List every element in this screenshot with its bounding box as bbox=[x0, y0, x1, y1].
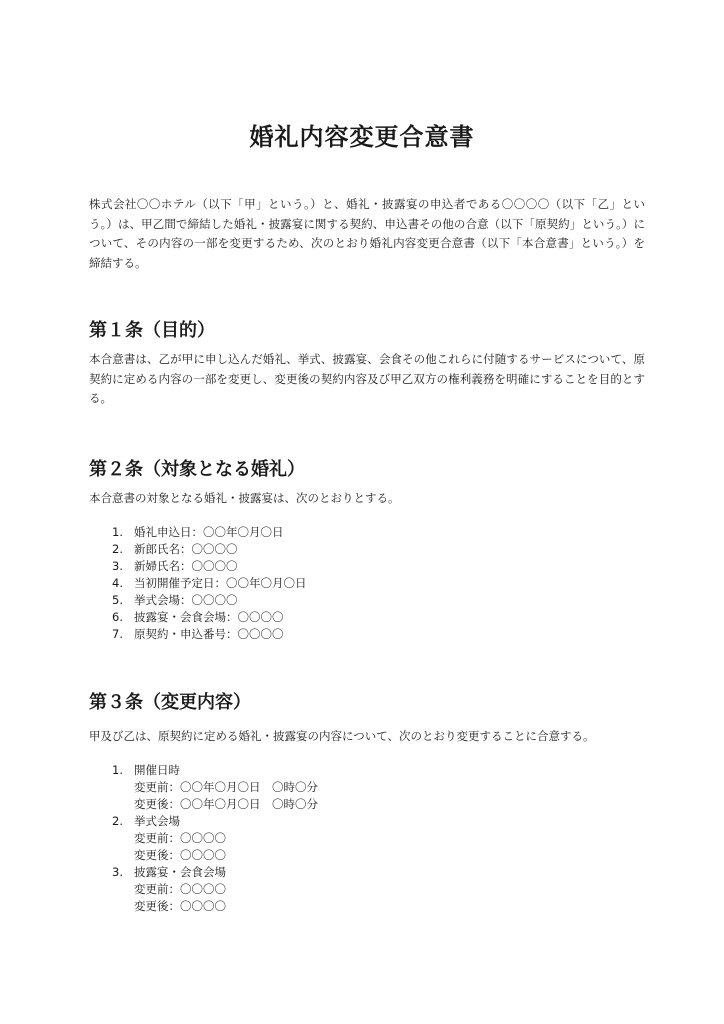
list-item: 2. 挙式会場 変更前：〇〇〇〇 変更後：〇〇〇〇 bbox=[112, 813, 318, 864]
before-value: 変更前：〇〇〇〇 bbox=[134, 882, 226, 896]
list-item: 5. 挙式会場：〇〇〇〇 bbox=[112, 593, 238, 607]
article2-list bbox=[112, 524, 307, 643]
article2-body: 本合意書の対象となる婚礼・披露宴は、次のとおりとする。 bbox=[89, 491, 400, 505]
before-value: 変更前：〇〇年〇月〇日 〇時〇分 bbox=[134, 780, 318, 794]
article1-heading: 第１条（目的） bbox=[89, 320, 215, 341]
after-value: 変更後：〇〇〇〇 bbox=[134, 848, 226, 862]
article3-heading: 第３条（変更内容） bbox=[89, 692, 251, 713]
before-value: 変更前：〇〇〇〇 bbox=[134, 831, 226, 845]
list-item: 3. 新婦氏名：〇〇〇〇 bbox=[112, 559, 238, 573]
article3-body: 甲及び乙は、原契約に定める婚礼・披露宴の内容について、次のとおり変更することに合意する。 bbox=[89, 729, 595, 743]
preamble-text: 株式会社〇〇ホテル（以下「甲」という。）と、婚礼・披露宴の申込者である〇〇〇〇（以下「乙」という。）は、甲乙間で締結した婚礼・披露宴に関する契約、申込書その他の合意（以下「原契約」という。）について、その内容の一部を変更するため、次のとおり婚礼内容変更合意書（以下「本合意書」という。）を締結する。 bbox=[89, 197, 645, 270]
list-item: 2. 新郎氏名：〇〇〇〇 bbox=[112, 542, 238, 556]
after-value: 変更後：〇〇年〇月〇日 〇時〇分 bbox=[134, 797, 318, 811]
list-item: 6. 披露宴・会食会場：〇〇〇〇 bbox=[112, 610, 284, 624]
after-value: 変更後：〇〇〇〇 bbox=[134, 899, 226, 913]
list-item: 3. 披露宴・会食会場 変更前：〇〇〇〇 変更後：〇〇〇〇 bbox=[112, 864, 318, 915]
list-item: 7. 原契約・申込番号：〇〇〇〇 bbox=[112, 627, 284, 641]
article2-heading: 第２条（対象となる婚礼） bbox=[89, 459, 305, 480]
list-item: 1. 婚礼申込日：〇〇年〇月〇日 bbox=[112, 525, 284, 539]
article3-list bbox=[112, 762, 318, 915]
article1-body: 本合意書は、乙が甲に申し込んだ婚礼、挙式、披露宴、会食その他これらに付随するサービスについて、原契約に定める内容の一部を変更し、変更後の契約内容及び甲乙双方の権利義務を明確にすることを目的とする。 bbox=[89, 352, 645, 405]
document-title: 婚礼内容変更合意書 bbox=[249, 123, 475, 151]
list-item: 1. 開催日時 変更前：〇〇年〇月〇日 〇時〇分 変更後：〇〇年〇月〇日 〇時〇分 bbox=[112, 763, 318, 811]
list-item: 4. 当初開催予定日：〇〇年〇月〇日 bbox=[112, 576, 307, 590]
